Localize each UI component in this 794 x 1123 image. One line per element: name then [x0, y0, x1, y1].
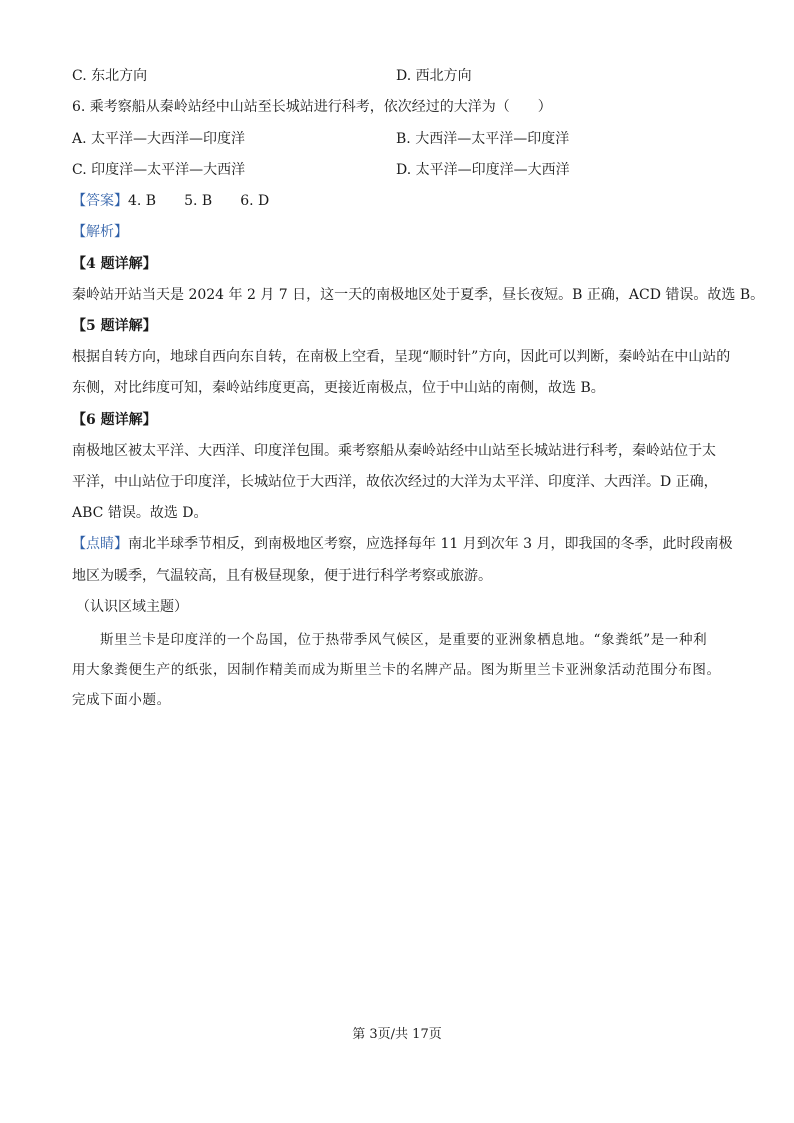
- page-number: 第 3页/共 17页: [352, 1027, 442, 1042]
- q4-heading: 【4 题详解】: [72, 256, 157, 272]
- answer-item-4: 4. B: [128, 193, 157, 209]
- topic-label: （认识区域主题）: [76, 599, 188, 615]
- q6-option-c: C. 印度洋—太平洋—大西洋: [72, 162, 246, 178]
- point-line-1: [72, 534, 733, 554]
- point-label: 【点睛】: [72, 536, 128, 552]
- q6-stem: 6. 乘考察船从秦岭站经中山站至长城站进行科考，依次经过的大洋为（ ）: [72, 99, 552, 115]
- q4-text: 秦岭站开站当天是 2024 年 2 月 7 日，这一天的南极地区处于夏季，昼长夜短。B 正确，ACD 错误。故选 B。: [72, 287, 765, 303]
- q5-text-line-2: 东侧，对比纬度可知，秦岭站纬度更高，更接近南极点，位于中山站的南侧，故选 B。: [72, 380, 605, 396]
- topic-text-line-1: 斯里兰卡是印度洋的一个岛国，位于热带季风气候区，是重要的亚洲象栖息地。“象粪纸”是一种利: [100, 632, 708, 648]
- answer-label: 【答案】: [72, 193, 128, 209]
- answer-item-5: 5. B: [184, 193, 213, 209]
- q6-text-line-3: ABC 错误。故选 D。: [72, 505, 208, 521]
- point-text-1: 南北半球季节相反，到南极地区考察，应选择每年 11 月到次年 3 月，即我国的冬季，此时段南极: [128, 536, 733, 552]
- point-text-2: 地区为暖季，气温较高，且有极昼现象，便于进行科学考察或旅游。: [72, 568, 492, 584]
- topic-text-line-3: 完成下面小题。: [72, 692, 171, 708]
- analysis-label: 【解析】: [72, 224, 128, 240]
- q5-option-d: D. 西北方向: [396, 68, 472, 84]
- q5-heading: 【5 题详解】: [72, 318, 157, 334]
- q6-text-line-2: 平洋，中山站位于印度洋，长城站位于大西洋，故依次经过的大洋为太平洋、印度洋、大西洋。D 正确，: [72, 474, 718, 490]
- answer-item-6: 6. D: [240, 193, 270, 209]
- q6-text-line-1: 南极地区被太平洋、大西洋、印度洋包围。乘考察船从秦岭站经中山站至长城站进行科考，秦岭站位于太: [72, 443, 716, 459]
- q6-heading: 【6 题详解】: [72, 412, 157, 428]
- q5-option-c: C. 东北方向: [72, 68, 148, 84]
- q5-text-line-1: 根据自转方向，地球自西向东自转，在南极上空看，呈现“顺时针”方向，因此可以判断，秦岭站在中山站的: [72, 349, 731, 365]
- topic-text-line-2: 用大象粪便生产的纸张，因制作精美而成为斯里兰卡的名牌产品。图为斯里兰卡亚洲象活动范围分布图。: [72, 662, 721, 678]
- q6-option-a: A. 太平洋—大西洋—印度洋: [72, 131, 246, 147]
- q6-option-b: B. 大西洋—太平洋—印度洋: [396, 131, 570, 147]
- q6-option-d: D. 太平洋—印度洋—大西洋: [396, 162, 570, 178]
- answer-line: [72, 191, 269, 211]
